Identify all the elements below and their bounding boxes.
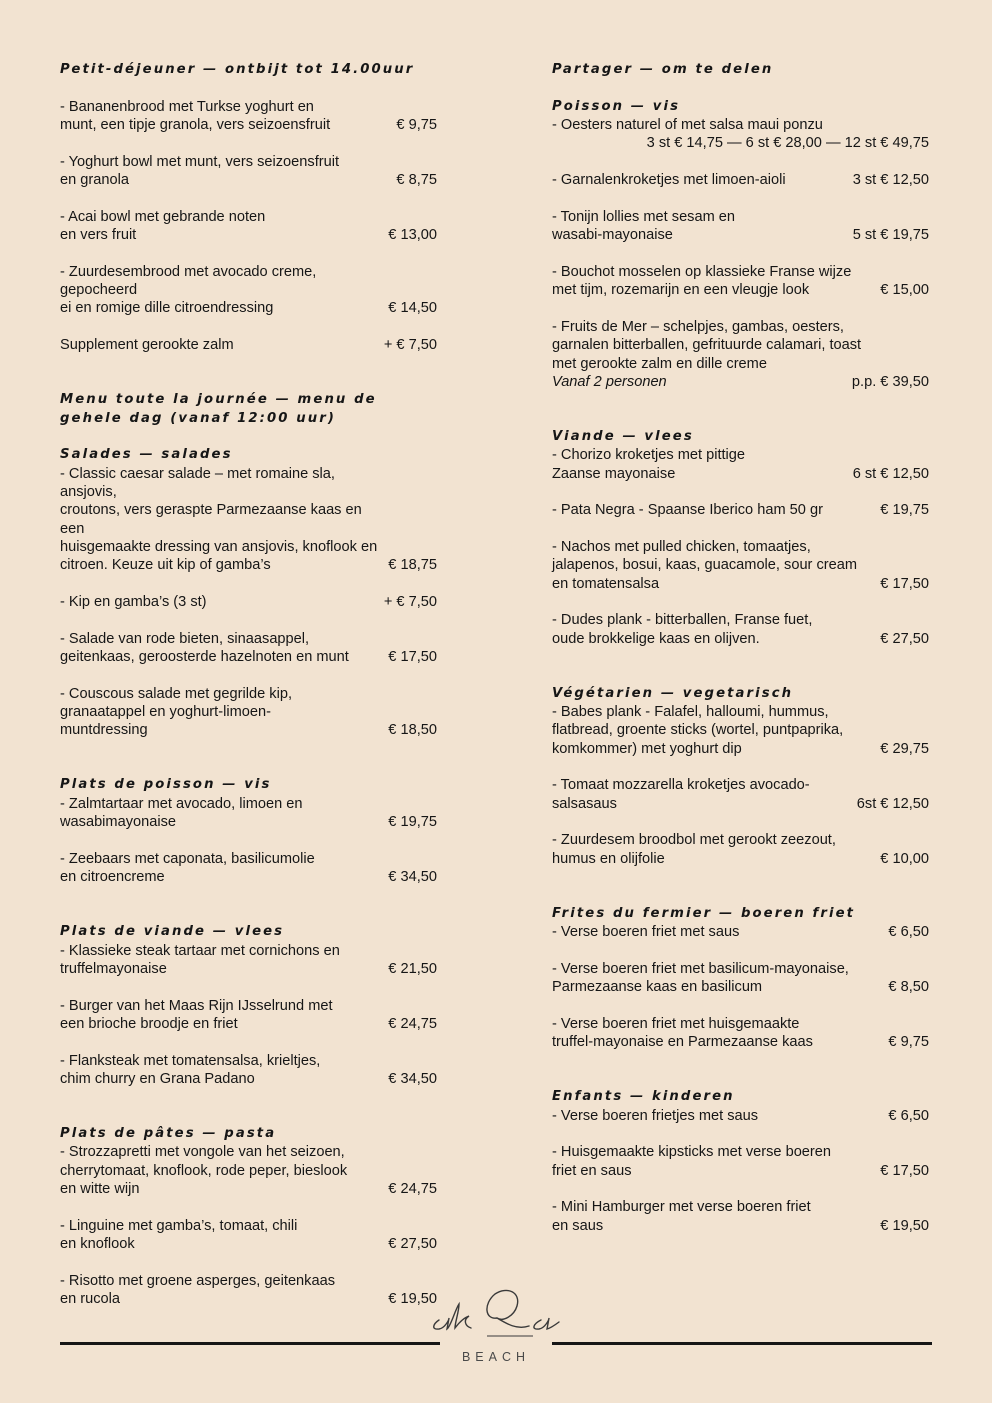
- veg-heading: Végétarien — vegetarisch: [552, 685, 794, 701]
- menu-item: - Verse boeren frietjes met saus € 6,50: [552, 1107, 929, 1124]
- footer-rule-right: [552, 1342, 932, 1345]
- price: 3 st € 12,50: [852, 172, 929, 189]
- share-meat-section: [552, 428, 929, 648]
- price: + € 7,50: [383, 593, 437, 610]
- salads-section: [60, 446, 437, 740]
- menu-item: - Zuurdesem broodbol met gerookt zeezout, humus en olijfolie € 10,00: [552, 832, 929, 867]
- price: € 34,50: [388, 1070, 437, 1087]
- menu-item: - Nachos met pulled chicken, tomaatjes, jalapenos, bosui, kaas, guacamole, sour cream en tomatensalsa € 17,50: [552, 538, 929, 592]
- fries-section: [552, 905, 929, 1052]
- menu-item: - Huisgemaakte kipsticks met verse boeren friet en saus € 17,50: [552, 1144, 929, 1179]
- right-column: [552, 61, 929, 1272]
- menu-item-oysters: - Oesters naturel of met salsa maui ponzu 3 st € 14,75 — 6 st € 28,00 — 12 st € 49,75: [552, 117, 929, 152]
- fish-heading: Plats de poisson — vis: [60, 777, 272, 793]
- price: € 9,75: [888, 1034, 929, 1051]
- menu-item: - Zalmtartaar met avocado, limoen en wasabimayonaise € 19,75: [60, 795, 437, 831]
- menu-item: - Verse boeren friet met saus € 6,50: [552, 924, 929, 941]
- menu-item: - Verse boeren friet met basilicum-mayonaise, Parmezaanse kaas en basilicum € 8,50: [552, 960, 929, 996]
- menu-item: - Bouchot mosselen op klassieke Franse wijze met tijm, rozemarijn en een vleugje look € 15,00: [552, 263, 929, 299]
- price: € 19,75: [880, 502, 929, 519]
- breakfast-heading: Petit-déjeuner — ontbijt tot 14.00uur: [60, 62, 415, 77]
- menu-item: - Zeebaars met caponata, basilicumolie en citroencreme € 34,50: [60, 850, 437, 886]
- price: € 27,50: [388, 1236, 437, 1252]
- menu-item: - Bananenbrood met Turkse yoghurt en munt, een tipje granola, vers seizoensfruit € 9,75: [60, 98, 437, 134]
- pasta-section: [60, 1125, 437, 1308]
- menu-item: - Zuurdesembrood met avocado creme, gepocheerd ei en romige dille citroendressing € 14,50: [60, 263, 437, 317]
- share-title: Partager — om te delen: [552, 62, 774, 77]
- price: € 17,50: [388, 649, 437, 665]
- price: € 19,50: [880, 1217, 929, 1234]
- price: € 10,00: [880, 850, 929, 867]
- left-column: [60, 61, 437, 1345]
- price: 3 st € 14,75 — 6 st € 28,00 — 12 st € 49,75: [646, 135, 929, 152]
- price: € 18,50: [388, 722, 437, 739]
- menu-item: - Chorizo kroketjes met pittige Zaanse mayonaise 6 st € 12,50: [552, 447, 929, 482]
- price: € 27,50: [880, 630, 929, 647]
- menu-item: - Klassieke steak tartaar met cornichons en truffelmayonaise € 21,50: [60, 942, 437, 977]
- price: € 8,75: [396, 172, 437, 189]
- price: € 34,50: [388, 869, 437, 886]
- menu-item: - Garnalenkroketjes met limoen-aioli 3 st € 12,50: [552, 172, 929, 189]
- price: € 18,75: [388, 557, 437, 574]
- price: + € 7,50: [383, 337, 437, 354]
- menu-item: - Burger van het Maas Rijn IJsselrund met een brioche broodje en friet € 24,75: [60, 997, 437, 1032]
- menu-item-fruits-de-mer: - Fruits de Mer – schelpjes, gambas, oesters, garnalen bitterballen, gefrituurde calamari, toast met gerookte zalm en dille creme Vanaf 2 personen p.p. € 39,50: [552, 318, 929, 390]
- share-fish-heading: Poisson — vis: [552, 98, 681, 114]
- price: € 21,50: [388, 960, 437, 977]
- menu-item: - Linguine met gamba’s, tomaat, chili en knoflook € 27,50: [60, 1217, 437, 1252]
- price: € 29,75: [880, 740, 929, 757]
- menu-item: - Pata Negra - Spaanse Iberico ham 50 gr € 19,75: [552, 502, 929, 519]
- price: € 19,50: [388, 1291, 437, 1308]
- price: 6 st € 12,50: [852, 465, 929, 482]
- price: € 17,50: [880, 575, 929, 592]
- price: € 17,50: [880, 1162, 929, 1179]
- menu-item: - Babes plank - Falafel, halloumi, hummus, flatbread, groente sticks (wortel, puntpaprika, komkommer) met yoghurt dip € 29,75: [552, 704, 929, 757]
- footer-rule-left: [60, 1342, 440, 1345]
- fish-section: [60, 776, 437, 886]
- menu-item: - Dudes plank - bitterballen, Franse fuet, oude brokkelige kaas en olijven. € 27,50: [552, 612, 929, 647]
- menu-item: - Verse boeren friet met huisgemaakte truffel-mayonaise en Parmezaanse kaas € 9,75: [552, 1015, 929, 1051]
- price: € 6,50: [888, 1107, 929, 1124]
- meat-section: [60, 923, 437, 1088]
- note: Vanaf 2 personen: [552, 373, 667, 390]
- price: € 15,00: [880, 282, 929, 299]
- menu-item: - Yoghurt bowl met munt, vers seizoensfruit en granola € 8,75: [60, 153, 437, 189]
- beach-wordmark: BEACH: [461, 1350, 531, 1364]
- allday-title: Menu toute la journée — menu de gehele dag (vanaf 12:00 uur): [60, 392, 377, 426]
- menu-item: Supplement gerookte zalm + € 7,50: [60, 337, 437, 354]
- price: € 9,75: [396, 117, 437, 134]
- price: € 24,75: [388, 1180, 437, 1197]
- share-meat-heading: Viande — vlees: [552, 428, 694, 444]
- pasta-heading: Plats de pâtes — pasta: [60, 1125, 277, 1141]
- kids-heading: Enfants — kinderen: [552, 1089, 735, 1105]
- meat-heading: Plats de viande — vlees: [60, 924, 285, 940]
- fries-heading: Frites du fermier — boeren friet: [552, 905, 856, 921]
- menu-item: - Acai bowl met gebrande noten en vers fruit € 13,00: [60, 208, 437, 244]
- menu-item: - Tomaat mozzarella kroketjes avocado- salsasaus 6st € 12,50: [552, 777, 929, 812]
- price: € 24,75: [388, 1015, 437, 1032]
- menu-item: - Classic caesar salade – met romaine sla, ansjovis, croutons, vers geraspte Parmezaanse kaas en een huisgemaakte dressing van ansjovis, knoflook en citroen. Keuze uit kip of gamba’s € 18,75: [60, 465, 437, 574]
- price: € 6,50: [888, 924, 929, 941]
- akqa-logo: [425, 1280, 570, 1340]
- menu-item: - Salade van rode bieten, sinaasappel, geitenkaas, geroosterde hazelnoten en munt € 17,50: [60, 630, 437, 665]
- price: € 19,75: [388, 814, 437, 831]
- price: € 8,50: [888, 979, 929, 996]
- price: 5 st € 19,75: [852, 227, 929, 244]
- price: 6st € 12,50: [856, 795, 929, 812]
- menu-item: - Strozzapretti met vongole van het seizoen, cherrytomaat, knoflook, rode peper, bieslook en witte wijn € 24,75: [60, 1144, 437, 1197]
- menu-item: - Mini Hamburger met verse boeren friet en saus € 19,50: [552, 1199, 929, 1234]
- price: € 13,00: [388, 227, 437, 244]
- veg-section: [552, 685, 929, 868]
- price: p.p. € 39,50: [851, 373, 929, 390]
- menu-item: - Tonijn lollies met sesam en wasabi-mayonaise 5 st € 19,75: [552, 208, 929, 244]
- menu-item: - Couscous salade met gegrilde kip, granaatappel en yoghurt-limoen- muntdressing € 18,50: [60, 685, 437, 739]
- menu-item: - Flanksteak met tomatensalsa, krieltjes, chim churry en Grana Padano € 34,50: [60, 1052, 437, 1087]
- share-fish-section: [552, 98, 929, 392]
- breakfast-section: [60, 61, 437, 355]
- menu-item: - Kip en gamba’s (3 st) + € 7,50: [60, 593, 437, 610]
- price: € 14,50: [388, 300, 437, 317]
- kids-section: [552, 1088, 929, 1235]
- salads-heading: Salades — salades: [60, 447, 233, 463]
- menu-item: - Risotto met groene asperges, geitenkaas en rucola € 19,50: [60, 1272, 437, 1308]
